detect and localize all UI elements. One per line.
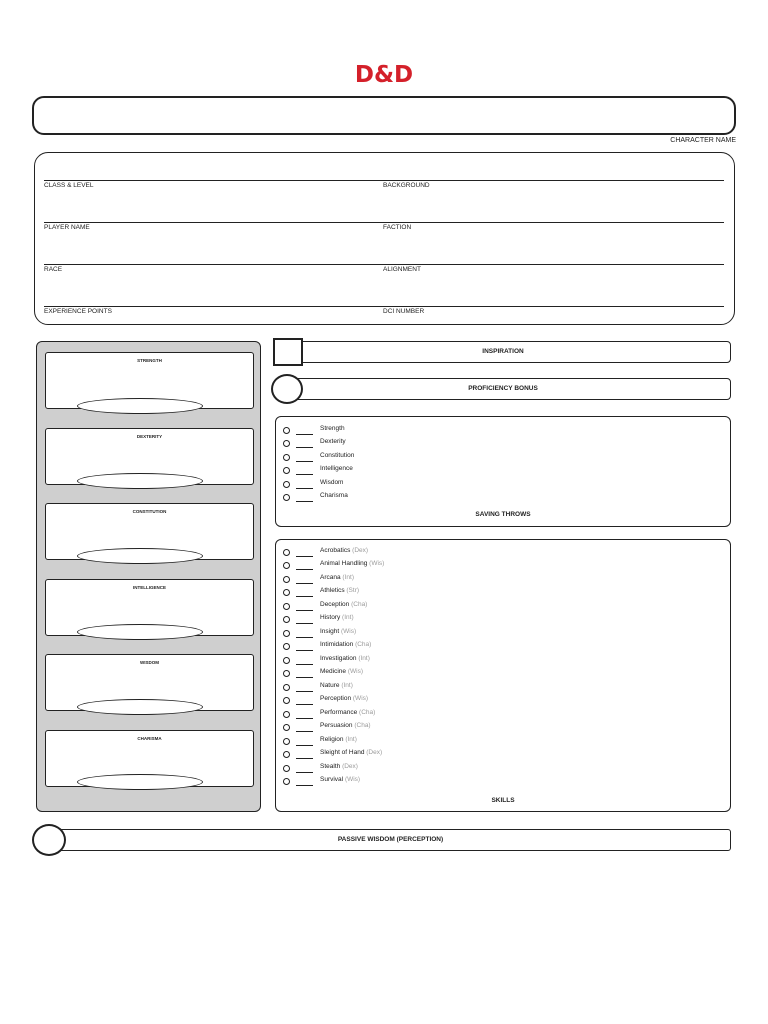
modifier-blank[interactable] bbox=[296, 650, 313, 651]
proficiency-radio[interactable] bbox=[283, 778, 290, 785]
skill-name: Medicine bbox=[320, 668, 347, 675]
inspiration-bar bbox=[275, 341, 731, 363]
proficiency-radio[interactable] bbox=[283, 765, 290, 772]
skill-attribute: (Cha) bbox=[359, 709, 376, 716]
skill-name: History bbox=[320, 614, 341, 621]
skill-attribute: (Int) bbox=[341, 682, 353, 689]
skill-attribute: (Wis) bbox=[347, 668, 363, 675]
skill-attribute: (Int) bbox=[345, 736, 357, 743]
inspiration-checkbox[interactable] bbox=[273, 338, 303, 366]
skill-label bbox=[320, 560, 384, 567]
saving-throw-label: Charisma bbox=[320, 492, 348, 499]
inspiration-label: INSPIRATION bbox=[482, 348, 524, 355]
modifier-blank[interactable] bbox=[296, 691, 313, 692]
ability-name: DEXTERITY bbox=[136, 434, 163, 439]
skill-label bbox=[320, 601, 367, 608]
skill-label bbox=[320, 655, 370, 662]
skill-name: Stealth bbox=[320, 763, 341, 770]
modifier-blank[interactable] bbox=[296, 461, 313, 462]
skill-label bbox=[320, 776, 360, 783]
skill-label bbox=[320, 628, 356, 635]
modifier-blank[interactable] bbox=[296, 704, 313, 705]
ability-modifier-oval[interactable] bbox=[77, 699, 203, 715]
skill-name: Religion bbox=[320, 736, 344, 743]
modifier-blank[interactable] bbox=[296, 731, 313, 732]
saving-throw-label: Constitution bbox=[320, 452, 355, 459]
ability-name: WISDOM bbox=[140, 660, 159, 665]
skill-name: Arcana bbox=[320, 574, 341, 581]
proficiency-radio[interactable] bbox=[283, 549, 290, 556]
proficiency-radio[interactable] bbox=[283, 657, 290, 664]
proficiency-radio[interactable] bbox=[283, 603, 290, 610]
ability-scores-panel bbox=[36, 341, 261, 812]
ability-name: INTELLIGENCE bbox=[132, 585, 166, 590]
skill-label bbox=[320, 587, 359, 594]
skill-attribute: (Str) bbox=[346, 587, 360, 594]
skill-attribute: (Cha) bbox=[355, 641, 372, 648]
passive-wisdom-label: PASSIVE WISDOM (PERCEPTION) bbox=[337, 836, 444, 843]
ability-modifier-oval[interactable] bbox=[77, 774, 203, 790]
proficiency-radio[interactable] bbox=[283, 630, 290, 637]
modifier-blank[interactable] bbox=[296, 664, 313, 665]
skill-attribute: (Wis) bbox=[340, 628, 357, 635]
proficiency-radio[interactable] bbox=[283, 616, 290, 623]
skill-attribute: (Cha) bbox=[351, 601, 368, 608]
proficiency-radio[interactable] bbox=[283, 724, 290, 731]
proficiency-radio[interactable] bbox=[283, 751, 290, 758]
skills-box bbox=[275, 539, 731, 812]
saving-throw-label: Wisdom bbox=[320, 479, 344, 486]
skill-label bbox=[320, 695, 368, 702]
proficiency-radio[interactable] bbox=[283, 562, 290, 569]
modifier-blank[interactable] bbox=[296, 569, 313, 570]
skill-name: Intimidation bbox=[320, 641, 354, 648]
player-name-label: PLAYER NAME bbox=[44, 224, 90, 231]
alignment-label: ALIGNMENT bbox=[383, 266, 421, 273]
modifier-blank[interactable] bbox=[296, 501, 313, 502]
info-line bbox=[44, 306, 724, 307]
ability-modifier-oval[interactable] bbox=[77, 398, 203, 414]
info-line bbox=[44, 222, 724, 223]
modifier-blank[interactable] bbox=[296, 637, 313, 638]
info-line bbox=[44, 180, 724, 181]
skill-attribute: (Dex) bbox=[352, 547, 369, 554]
skill-label bbox=[320, 682, 353, 689]
race-label: RACE bbox=[44, 266, 63, 273]
skill-label bbox=[320, 736, 357, 743]
ability-modifier-oval[interactable] bbox=[77, 624, 203, 640]
proficiency-label: PROFICIENCY BONUS bbox=[468, 385, 538, 392]
proficiency-radio[interactable] bbox=[283, 440, 290, 447]
proficiency-radio[interactable] bbox=[283, 576, 290, 583]
ability-name: STRENGTH bbox=[137, 358, 162, 363]
saving-throw-label: Strength bbox=[320, 425, 345, 432]
skill-attribute: (Dex) bbox=[366, 749, 383, 756]
proficiency-radio[interactable] bbox=[283, 481, 290, 488]
skill-name: Athletics bbox=[320, 587, 345, 594]
skill-attribute: (Wis) bbox=[352, 695, 369, 702]
skill-name: Acrobatics bbox=[320, 547, 351, 554]
modifier-blank[interactable] bbox=[296, 745, 313, 746]
skill-label bbox=[320, 763, 358, 770]
modifier-blank[interactable] bbox=[296, 758, 313, 759]
ability-name: CONSTITUTION bbox=[132, 509, 167, 514]
proficiency-bar bbox=[275, 378, 731, 400]
saving-throw-label: Intelligence bbox=[320, 465, 353, 472]
character-name-label: CHARACTER NAME bbox=[670, 137, 736, 144]
saving-throw-label: Dexterity bbox=[320, 438, 346, 445]
faction-label: FACTION bbox=[383, 224, 412, 231]
proficiency-radio[interactable] bbox=[283, 738, 290, 745]
modifier-blank[interactable] bbox=[296, 474, 313, 475]
modifier-blank[interactable] bbox=[296, 434, 313, 435]
modifier-blank[interactable] bbox=[296, 556, 313, 557]
modifier-blank[interactable] bbox=[296, 718, 313, 719]
character-info-box bbox=[34, 152, 735, 325]
saving-throws-title: SAVING THROWS bbox=[475, 511, 531, 518]
modifier-blank[interactable] bbox=[296, 488, 313, 489]
skill-name: Deception bbox=[320, 601, 350, 608]
class-level-label: CLASS & LEVEL bbox=[44, 182, 94, 189]
proficiency-radio[interactable] bbox=[283, 670, 290, 677]
dnd-logo: D&D bbox=[354, 62, 414, 88]
skill-label bbox=[320, 709, 375, 716]
skill-name: Insight bbox=[320, 628, 340, 635]
modifier-blank[interactable] bbox=[296, 772, 313, 773]
saving-throws-box bbox=[275, 416, 731, 527]
info-line bbox=[44, 264, 724, 265]
skill-label bbox=[320, 574, 354, 581]
ability-modifier-oval[interactable] bbox=[77, 548, 203, 564]
proficiency-radio[interactable] bbox=[283, 454, 290, 461]
skill-attribute: (Wis) bbox=[369, 560, 385, 567]
passive-wisdom-bar bbox=[50, 829, 731, 851]
character-name-field[interactable] bbox=[32, 96, 736, 135]
skill-attribute: (Int) bbox=[342, 614, 354, 621]
proficiency-radio[interactable] bbox=[283, 711, 290, 718]
skills-title: SKILLS bbox=[491, 797, 515, 804]
modifier-blank[interactable] bbox=[296, 785, 313, 786]
skill-label bbox=[320, 547, 368, 554]
skill-name: Sleight of Hand bbox=[320, 749, 365, 756]
proficiency-bonus-field[interactable] bbox=[271, 374, 303, 404]
skill-attribute: (Int) bbox=[358, 655, 370, 662]
skill-name: Survival bbox=[320, 776, 344, 783]
experience-points-label: EXPERIENCE POINTS bbox=[44, 308, 112, 315]
skill-name: Performance bbox=[320, 709, 358, 716]
skill-label bbox=[320, 614, 354, 621]
ability-modifier-oval[interactable] bbox=[77, 473, 203, 489]
proficiency-radio[interactable] bbox=[283, 467, 290, 474]
skill-name: Animal Handling bbox=[320, 560, 368, 567]
modifier-blank[interactable] bbox=[296, 583, 313, 584]
skill-label bbox=[320, 722, 371, 729]
proficiency-radio[interactable] bbox=[283, 494, 290, 501]
modifier-blank[interactable] bbox=[296, 677, 313, 678]
ability-name: CHARISMA bbox=[137, 736, 162, 741]
skill-attribute: (Wis) bbox=[344, 776, 361, 783]
proficiency-radio[interactable] bbox=[283, 684, 290, 691]
skill-attribute: (Int) bbox=[342, 574, 354, 581]
proficiency-radio[interactable] bbox=[283, 427, 290, 434]
skill-name: Persuasion bbox=[320, 722, 353, 729]
skill-name: Investigation bbox=[320, 655, 357, 662]
modifier-blank[interactable] bbox=[296, 610, 313, 611]
proficiency-radio[interactable] bbox=[283, 643, 290, 650]
background-label: BACKGROUND bbox=[383, 182, 430, 189]
modifier-blank[interactable] bbox=[296, 447, 313, 448]
dci-number-label: DCI NUMBER bbox=[383, 308, 425, 315]
skill-attribute: (Cha) bbox=[354, 722, 371, 729]
skill-name: Perception bbox=[320, 695, 352, 702]
skill-label bbox=[320, 641, 371, 648]
proficiency-radio[interactable] bbox=[283, 697, 290, 704]
skill-name: Nature bbox=[320, 682, 340, 689]
modifier-blank[interactable] bbox=[296, 623, 313, 624]
modifier-blank[interactable] bbox=[296, 596, 313, 597]
skill-attribute: (Dex) bbox=[342, 763, 358, 770]
proficiency-radio[interactable] bbox=[283, 589, 290, 596]
passive-wisdom-field[interactable] bbox=[32, 824, 66, 856]
skill-label bbox=[320, 749, 382, 756]
skill-label bbox=[320, 668, 363, 675]
